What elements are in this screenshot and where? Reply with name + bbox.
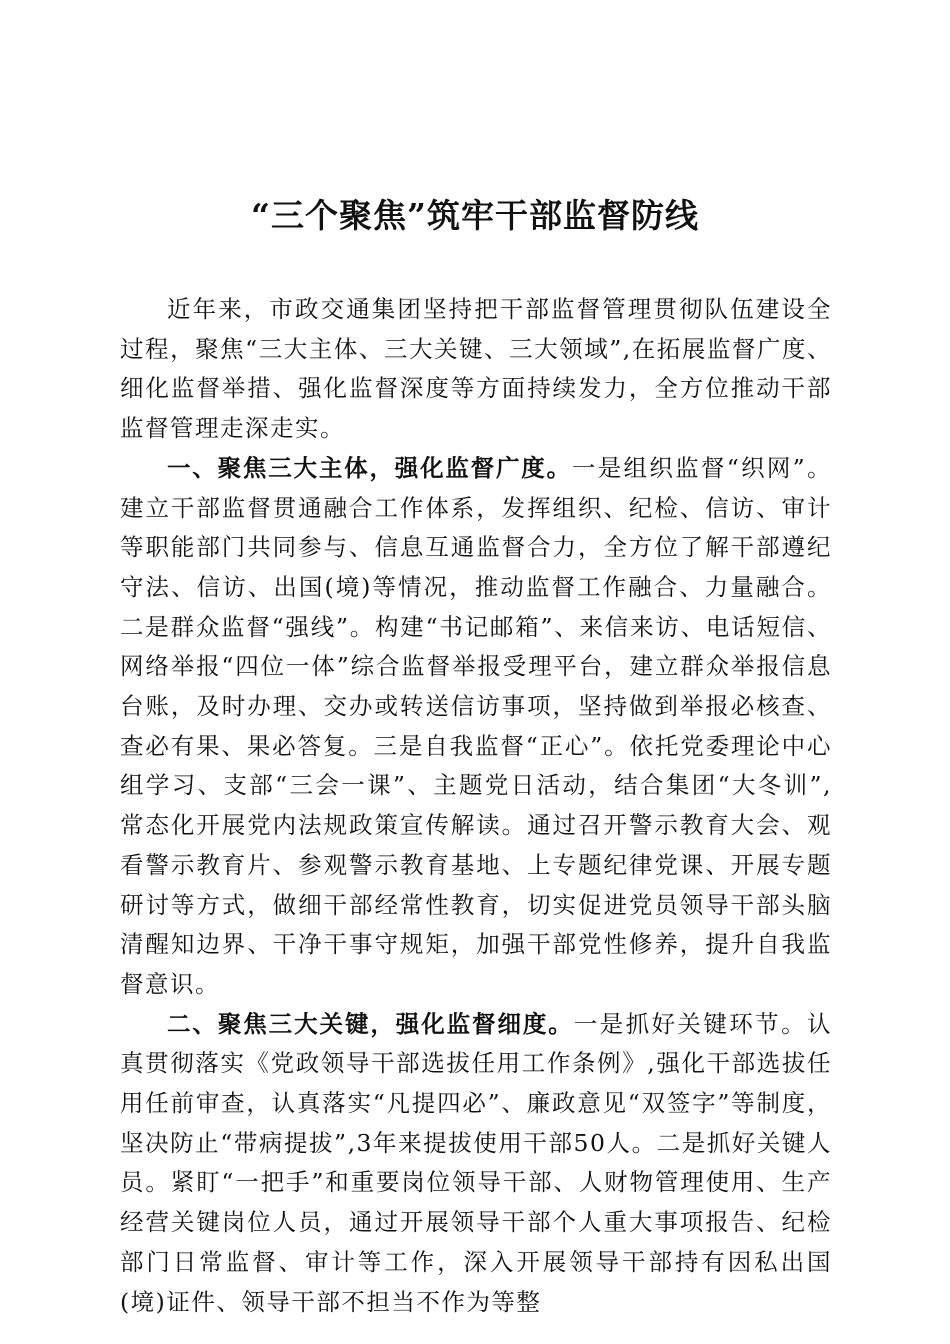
section-1-heading: 一、聚焦三大主体，强化监督广度。 <box>167 453 572 482</box>
intro-paragraph: 近年来，市政交通集团坚持把干部监督管理贯彻队伍建设全过程，聚焦“三大主体、三大关键、三大领域”,在拓展监督广度、细化监督举措、强化监督深度等方面持续发力，全方位推动干部监督管理走深走实。 <box>120 295 832 443</box>
document-body <box>120 290 832 1322</box>
section-1-paragraph <box>120 449 832 1005</box>
section-2-text: 一是抓好关键环节。认真贯彻落实《党政领导干部选拔任用工作条例》,强化干部选拔任用任前审查，认真落实“凡提四必”、廉政意见“双签字”等制度，坚决防止“带病提拔”,3年来提拔使用干部50人。二是抓好关键人员。紧盯“一把手”和重要岗位领导干部、人财物管理使用、生产经营关键岗位人员，通过开展领导干部个人重大事项报告、纪检部门日常监督、审计等工作，深入开展领导干部持有因私出国(境)证件、领导干部不担当不作为等整 <box>120 1009 833 1316</box>
section-2-paragraph <box>120 1005 832 1323</box>
document-title: “三个聚焦”筑牢干部监督防线 <box>251 196 699 235</box>
section-2-heading: 二、聚焦三大关键，强化监督细度。 <box>167 1009 574 1038</box>
section-1-text: 一是组织监督“织网”。建立干部监督贯通融合工作体系，发挥组织、纪检、信访、审计等职能部门共同参与、信息互通监督合力，全方位了解干部遵纪守法、信访、出国(境)等情况，推动监督工作融合、力量融合。二是群众监督“强线”。构建“书记邮箱”、来信来访、电话短信、网络举报“四位一体”综合监督举报受理平台，建立群众举报信息台账，及时办理、交办或转送信访事项，坚持做到举报必核查、查必有果、果必答复。三是自我监督“正心”。依托党委理论中心组学习、支部“三会一课”、主题党日活动，结合集团“大冬训”,常态化开展党内法规政策宣传解读。通过召开警示教育大会、观看警示教育片、参观警示教育基地、上专题纪律党课、开展专题研讨等方式，做细干部经常性教育，切实促进党员领导干部头脑清醒知边界、干净干事守规矩，加强干部党性修养，提升自我监督意识。 <box>120 453 832 998</box>
